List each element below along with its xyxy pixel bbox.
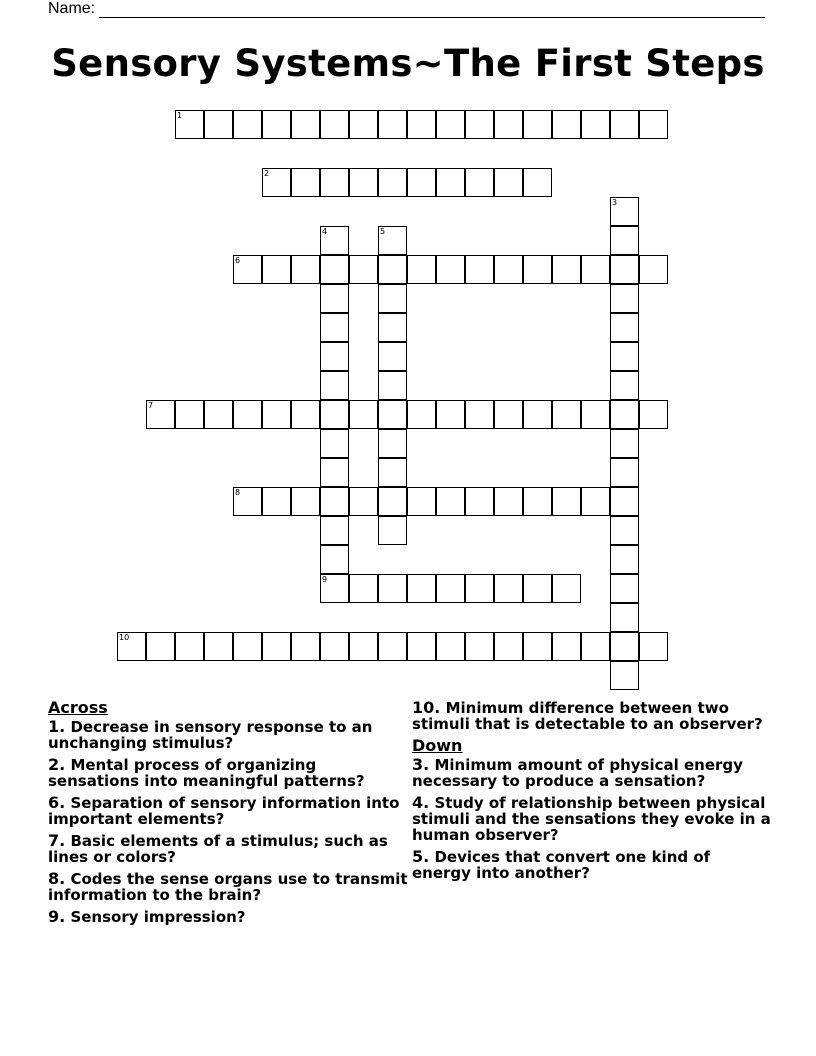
clue-across-6: 6. Separation of sensory information into important elements? <box>48 793 400 828</box>
grid-cell[interactable] <box>349 255 378 284</box>
grid-cell[interactable] <box>262 110 291 139</box>
grid-cell[interactable] <box>465 255 494 284</box>
grid-cell[interactable] <box>262 632 291 661</box>
clue-across-8: 8. Codes the sense organs use to transmit information to the brain? <box>48 869 408 904</box>
grid-cell[interactable] <box>581 632 610 661</box>
grid-cell[interactable] <box>378 168 407 197</box>
grid-cell[interactable] <box>175 110 204 139</box>
grid-cell[interactable] <box>523 632 552 661</box>
grid-cell[interactable] <box>378 574 407 603</box>
grid-cell[interactable] <box>610 255 639 284</box>
grid-cell[interactable] <box>262 487 291 516</box>
grid-cell[interactable] <box>610 661 639 690</box>
grid-cell[interactable] <box>581 255 610 284</box>
clue-number: 8 <box>235 488 241 497</box>
grid-cell[interactable] <box>175 400 204 429</box>
grid-cell[interactable] <box>320 400 349 429</box>
grid-cell[interactable] <box>436 632 465 661</box>
clues-right-column <box>412 700 772 887</box>
grid-cell[interactable] <box>552 574 581 603</box>
grid-cell[interactable] <box>320 487 349 516</box>
grid-cell[interactable] <box>610 313 639 342</box>
clue-across-2: 2. Mental process of organizing sensations into meaningful patterns? <box>48 755 365 790</box>
grid-cell[interactable] <box>349 574 378 603</box>
grid-cell[interactable] <box>610 226 639 255</box>
across-heading: Across <box>48 698 108 717</box>
grid-cell[interactable] <box>436 255 465 284</box>
grid-cell[interactable] <box>291 632 320 661</box>
grid-cell[interactable] <box>320 429 349 458</box>
grid-cell[interactable] <box>320 545 349 574</box>
grid-cell[interactable] <box>291 400 320 429</box>
grid-cell[interactable] <box>204 632 233 661</box>
grid-cell[interactable] <box>610 574 639 603</box>
grid-cell[interactable] <box>610 545 639 574</box>
grid-cell[interactable] <box>610 110 639 139</box>
grid-cell[interactable] <box>523 168 552 197</box>
grid-cell[interactable] <box>378 284 407 313</box>
grid-cell[interactable] <box>233 487 262 516</box>
grid-cell[interactable] <box>552 400 581 429</box>
clue-number: 4 <box>322 227 328 236</box>
grid-cell[interactable] <box>291 168 320 197</box>
grid-cell[interactable] <box>204 110 233 139</box>
grid-cell[interactable] <box>407 110 436 139</box>
clue-number: 7 <box>148 401 154 410</box>
grid-cell[interactable] <box>639 110 668 139</box>
grid-cell[interactable] <box>436 168 465 197</box>
grid-cell[interactable] <box>291 255 320 284</box>
grid-cell[interactable] <box>291 110 320 139</box>
grid-cell[interactable] <box>320 516 349 545</box>
grid-cell[interactable] <box>494 110 523 139</box>
grid-cell[interactable] <box>262 168 291 197</box>
grid-cell[interactable] <box>465 632 494 661</box>
grid-cell[interactable] <box>494 574 523 603</box>
grid-cell[interactable] <box>494 255 523 284</box>
clue-number: 10 <box>119 633 130 642</box>
grid-cell[interactable] <box>349 487 378 516</box>
grid-cell[interactable] <box>639 255 668 284</box>
grid-cell[interactable] <box>407 255 436 284</box>
grid-cell[interactable] <box>610 632 639 661</box>
grid-cell[interactable] <box>378 516 407 545</box>
grid-cell[interactable] <box>262 255 291 284</box>
grid-cell[interactable] <box>523 574 552 603</box>
grid-cell[interactable] <box>291 487 320 516</box>
grid-cell[interactable] <box>320 110 349 139</box>
clue-number: 1 <box>177 111 183 120</box>
grid-cell[interactable] <box>407 574 436 603</box>
grid-cell[interactable] <box>233 400 262 429</box>
grid-cell[interactable] <box>465 487 494 516</box>
clue-number: 5 <box>380 227 386 236</box>
grid-cell[interactable] <box>204 400 233 429</box>
down-heading: Down <box>412 736 463 755</box>
grid-cell[interactable] <box>320 574 349 603</box>
clue-across-1: 1. Decrease in sensory response to an unchanging stimulus? <box>48 717 373 752</box>
clue-across-9: 9. Sensory impression? <box>48 907 246 926</box>
grid-cell[interactable] <box>320 313 349 342</box>
grid-cell[interactable] <box>320 371 349 400</box>
grid-cell[interactable] <box>494 487 523 516</box>
grid-cell[interactable] <box>320 632 349 661</box>
grid-cell[interactable] <box>552 110 581 139</box>
grid-cell[interactable] <box>378 255 407 284</box>
worksheet-title: Sensory Systems~The First Steps <box>51 42 765 85</box>
grid-cell[interactable] <box>378 632 407 661</box>
grid-cell[interactable] <box>494 168 523 197</box>
grid-cell[interactable] <box>117 632 146 661</box>
grid-cell[interactable] <box>610 342 639 371</box>
clue-number: 2 <box>264 169 270 178</box>
grid-cell[interactable] <box>523 400 552 429</box>
clues-left-column <box>48 700 408 931</box>
grid-cell[interactable] <box>320 255 349 284</box>
grid-cell[interactable] <box>378 226 407 255</box>
grid-cell[interactable] <box>465 400 494 429</box>
grid-cell[interactable] <box>465 574 494 603</box>
grid-cell[interactable] <box>436 487 465 516</box>
grid-cell[interactable] <box>378 371 407 400</box>
grid-cell[interactable] <box>610 458 639 487</box>
grid-cell[interactable] <box>233 632 262 661</box>
grid-cell[interactable] <box>639 400 668 429</box>
grid-cell[interactable] <box>146 400 175 429</box>
grid-cell[interactable] <box>320 226 349 255</box>
grid-cell[interactable] <box>349 632 378 661</box>
grid-cell[interactable] <box>552 632 581 661</box>
grid-cell[interactable] <box>610 400 639 429</box>
grid-cell[interactable] <box>552 255 581 284</box>
grid-cell[interactable] <box>378 429 407 458</box>
grid-cell[interactable] <box>175 632 204 661</box>
grid-cell[interactable] <box>378 400 407 429</box>
clue-down-3: 3. Minimum amount of physical energy necessary to produce a sensation? <box>412 755 743 790</box>
grid-cell[interactable] <box>349 110 378 139</box>
name-label: Name: <box>48 0 96 17</box>
grid-cell[interactable] <box>378 487 407 516</box>
grid-cell[interactable] <box>523 487 552 516</box>
clue-across-7: 7. Basic elements of a stimulus; such as lines or colors? <box>48 831 388 866</box>
grid-cell[interactable] <box>610 487 639 516</box>
clue-down-4: 4. Study of relationship between physical stimuli and the sensations they evoke in a human observer? <box>412 793 771 844</box>
grid-cell[interactable] <box>378 110 407 139</box>
grid-cell[interactable] <box>610 197 639 226</box>
clue-number: 9 <box>322 575 328 584</box>
grid-cell[interactable] <box>233 255 262 284</box>
grid-cell[interactable] <box>233 110 262 139</box>
grid-cell[interactable] <box>610 284 639 313</box>
grid-cell[interactable] <box>407 400 436 429</box>
grid-cell[interactable] <box>407 632 436 661</box>
grid-cell[interactable] <box>407 487 436 516</box>
grid-cell[interactable] <box>262 400 291 429</box>
grid-cell[interactable] <box>610 429 639 458</box>
grid-cell[interactable] <box>436 574 465 603</box>
grid-cell[interactable] <box>523 255 552 284</box>
grid-cell[interactable] <box>146 632 175 661</box>
grid-cell[interactable] <box>581 400 610 429</box>
grid-cell[interactable] <box>349 168 378 197</box>
grid-cell[interactable] <box>320 284 349 313</box>
grid-cell[interactable] <box>378 342 407 371</box>
grid-cell[interactable] <box>320 458 349 487</box>
grid-cell[interactable] <box>378 313 407 342</box>
grid-cell[interactable] <box>610 371 639 400</box>
grid-cell[interactable] <box>465 168 494 197</box>
grid-cell[interactable] <box>320 342 349 371</box>
grid-cell[interactable] <box>552 487 581 516</box>
grid-cell[interactable] <box>465 110 494 139</box>
grid-cell[interactable] <box>436 400 465 429</box>
grid-cell[interactable] <box>610 603 639 632</box>
grid-cell[interactable] <box>494 632 523 661</box>
clue-number: 3 <box>612 198 618 207</box>
grid-cell[interactable] <box>407 168 436 197</box>
grid-cell[interactable] <box>639 632 668 661</box>
grid-cell[interactable] <box>349 400 378 429</box>
clue-across-10: 10. Minimum difference between two stimuli that is detectable to an observer? <box>412 698 763 733</box>
clue-down-5: 5. Devices that convert one kind of energy into another? <box>412 847 711 882</box>
grid-cell[interactable] <box>378 458 407 487</box>
grid-cell[interactable] <box>436 110 465 139</box>
grid-cell[interactable] <box>610 516 639 545</box>
grid-cell[interactable] <box>523 110 552 139</box>
grid-cell[interactable] <box>494 400 523 429</box>
grid-cell[interactable] <box>581 110 610 139</box>
grid-cell[interactable] <box>581 487 610 516</box>
clue-number: 6 <box>235 256 241 265</box>
grid-cell[interactable] <box>320 168 349 197</box>
